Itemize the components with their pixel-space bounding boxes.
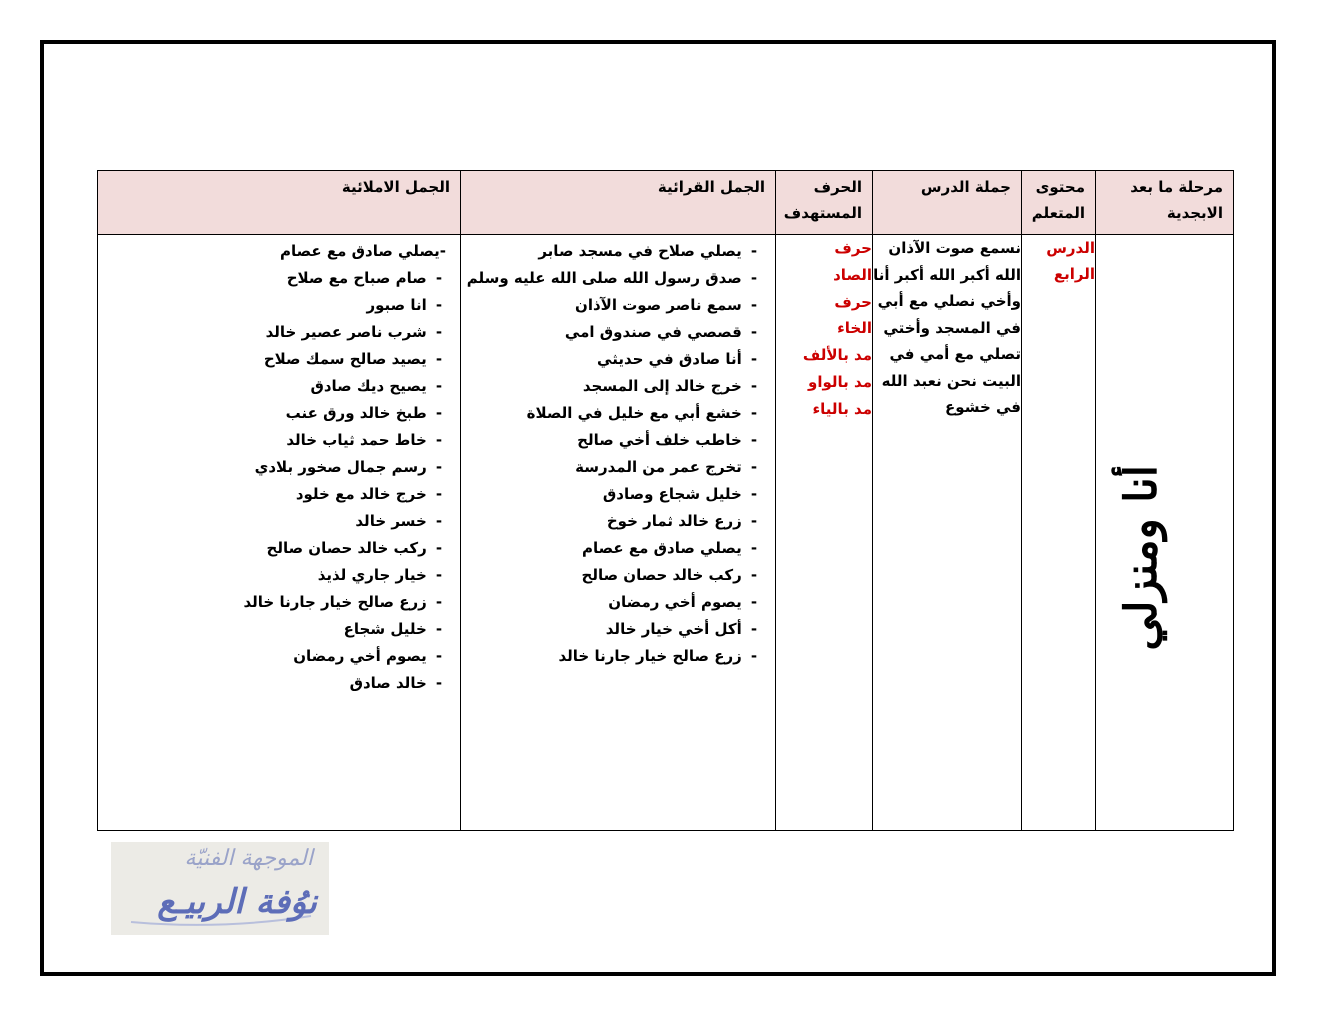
learner-content-line: الرابع: [1053, 265, 1095, 283]
bullet-dash: -: [435, 539, 443, 557]
reading-sentences-cell: [461, 235, 776, 831]
target-letter-item: الصاد: [833, 265, 872, 284]
list-item: - صدق رسول الله صلى الله عليه وسلم: [465, 265, 761, 292]
bullet-dash: -: [750, 269, 758, 287]
bullet-dash: -: [435, 323, 443, 341]
list-item: - رسم جمال صخور بلادي: [102, 454, 446, 481]
list-item: - خليل شجاع وصادق: [465, 481, 761, 508]
list-item: - زرع صالح خيار جارنا خالد: [465, 643, 761, 670]
learner-content-cell: [1022, 235, 1096, 831]
bullet-dash: -: [750, 539, 758, 557]
target-letter-item: الخاء: [837, 319, 872, 338]
list-item: - أكل أخي خيار خالد: [465, 616, 761, 643]
bullet-dash: -: [750, 620, 758, 638]
bullet-dash: -: [435, 458, 443, 476]
bullet-dash: -: [750, 431, 758, 449]
list-item: - انا صبور: [102, 292, 446, 319]
bullet-dash: -: [750, 242, 758, 260]
bullet-dash: -: [750, 512, 758, 530]
list-item: - يصيد صالح سمك صلاح: [102, 346, 446, 373]
stage-cell: [1096, 235, 1234, 831]
reading-sentences-list: [461, 235, 775, 670]
bullet-dash: -: [750, 296, 758, 314]
signature-stamp: [111, 842, 329, 935]
bullet-dash: -: [435, 512, 443, 530]
bullet-dash: -: [435, 377, 443, 395]
bullet-dash: -: [435, 431, 443, 449]
bullet-dash: -: [750, 593, 758, 611]
header-target-letter: الحرف المستهدف: [776, 171, 873, 235]
bullet-dash: -: [750, 485, 758, 503]
stamp-signature: نوُفة الربيـع: [157, 882, 317, 922]
stamp-title: الموجهة الفنيّة: [184, 846, 313, 871]
list-item: - سمع ناصر صوت الآذان: [465, 292, 761, 319]
list-item: - زرع خالد ثمار خوخ: [465, 508, 761, 535]
bullet-dash: -: [435, 674, 443, 692]
list-item: - طبخ خالد ورق عنب: [102, 400, 446, 427]
target-letter-item: مد بالألف: [802, 346, 872, 365]
list-item: - خرج خالد مع خلود: [102, 481, 446, 508]
bullet-dash: -: [750, 377, 758, 395]
target-letter-item: حرف: [834, 292, 872, 311]
list-item: - خشع أبي مع خليل في الصلاة: [465, 400, 761, 427]
list-item: - ركب خالد حصان صالح: [102, 535, 446, 562]
lesson-sentence-cell: [873, 235, 1022, 831]
dictation-sentences-list: [98, 235, 460, 697]
bullet-dash: -: [435, 404, 443, 422]
header-dictation-sentences: الجمل الاملائية: [98, 171, 461, 235]
header-lesson-sentence: جملة الدرس: [873, 171, 1022, 235]
lesson-sentence-text: نسمع صوت الآذان الله أكبر الله أكبر أنا وأخي نصلي مع أبي في المسجد وأختي تصلي مع أمي في البيت نحن نعبد الله في خشوع: [873, 239, 1021, 416]
target-letter-item: مد بالياء: [812, 399, 872, 418]
bullet-dash: -: [750, 404, 758, 422]
learner-content-line: الدرس: [1046, 239, 1095, 257]
bullet-dash: -: [435, 620, 443, 638]
list-item: - خالد صادق: [102, 670, 446, 697]
list-item: - خاط حمد ثياب خالد: [102, 427, 446, 454]
list-item: - تخرج عمر من المدرسة: [465, 454, 761, 481]
list-item: - قصصي في صندوق امي: [465, 319, 761, 346]
list-item: - خليل شجاع: [102, 616, 446, 643]
bullet-dash: -: [435, 350, 443, 368]
bullet-dash: -: [435, 647, 443, 665]
target-letter-item: مد بالواو: [808, 372, 872, 391]
list-item: - يصوم أخي رمضان: [102, 643, 446, 670]
header-learner-content: محتوى المتعلم: [1022, 171, 1096, 235]
unit-title: أنا ومنزلي: [1116, 465, 1167, 651]
list-item: - صام صباح مع صلاح: [102, 265, 446, 292]
bullet-dash: -: [435, 593, 443, 611]
content-row: [98, 235, 1234, 831]
bullet-dash: -: [750, 647, 758, 665]
list-item: - يصلي صلاح في مسجد صابر: [465, 238, 761, 265]
bullet-dash: -: [750, 323, 758, 341]
bullet-dash: -: [435, 296, 443, 314]
bullet-dash: -: [750, 350, 758, 368]
header-row: [98, 171, 1234, 235]
list-item: - شرب ناصر عصير خالد: [102, 319, 446, 346]
list-item: - خرج خالد إلى المسجد: [465, 373, 761, 400]
list-item: - يصلي صادق مع عصام: [465, 535, 761, 562]
list-item: -يصلي صادق مع عصام: [279, 242, 446, 260]
target-letter-item: حرف: [834, 239, 872, 257]
header-reading-sentences: الجمل القرائية: [461, 171, 776, 235]
list-item: - يصيح ديك صادق: [102, 373, 446, 400]
lesson-plan-table: [97, 170, 1234, 831]
list-item: - أنا صادق في حديثي: [465, 346, 761, 373]
list-item: - يصوم أخي رمضان: [465, 589, 761, 616]
header-stage: مرحلة ما بعد الابجدية: [1096, 171, 1234, 235]
list-item: - ركب خالد حصان صالح: [465, 562, 761, 589]
bullet-dash: -: [750, 566, 758, 584]
target-letter-cell: [776, 235, 873, 831]
bullet-dash: -: [435, 485, 443, 503]
list-item: - خاطب خلف أخي صالح: [465, 427, 761, 454]
bullet-dash: -: [435, 269, 443, 287]
list-item: - زرع صالح خيار جارنا خالد: [102, 589, 446, 616]
dictation-sentences-cell: [98, 235, 461, 831]
list-item: - خسر خالد: [102, 508, 446, 535]
list-item: - خيار جاري لذيذ: [102, 562, 446, 589]
bullet-dash: -: [435, 566, 443, 584]
bullet-dash: -: [750, 458, 758, 476]
